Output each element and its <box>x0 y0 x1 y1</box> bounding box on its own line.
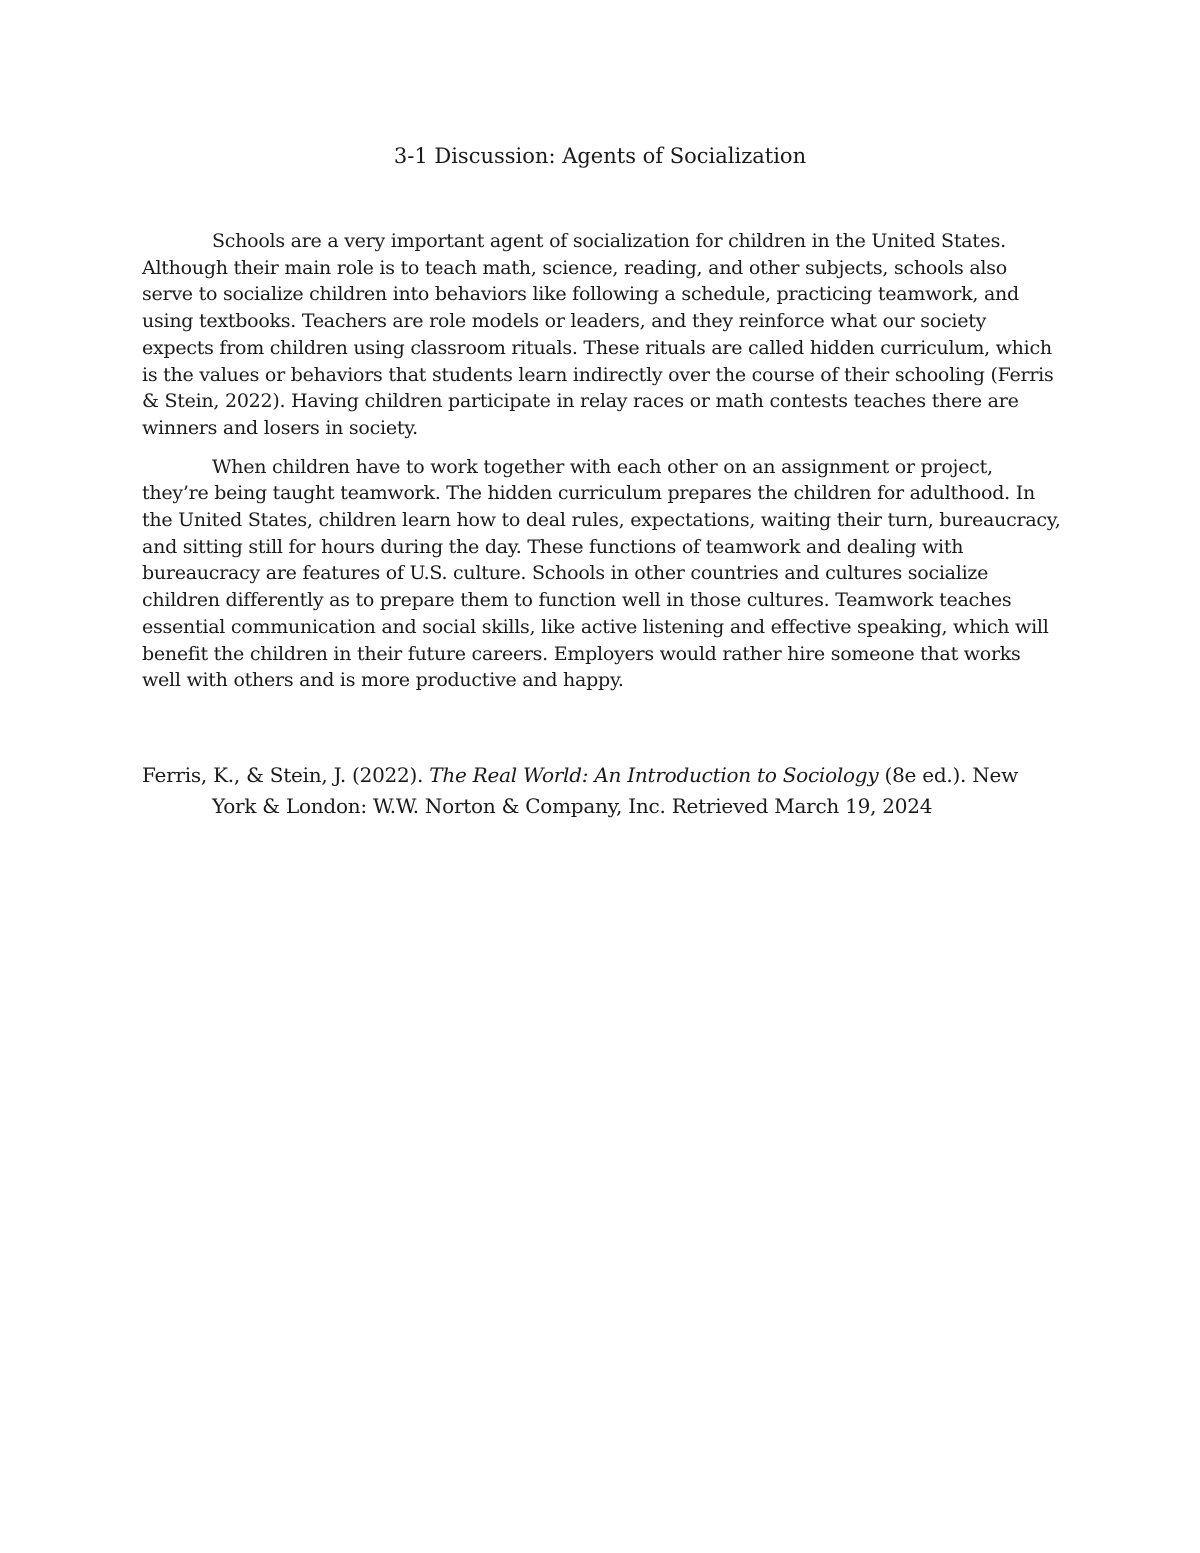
body-paragraph-2: When children have to work together with each other on an assignment or project, they’re being taught teamwork. The hidden curriculum prepares the children for adulthood. In the United States, children learn how to deal rules, expectations, waiting their turn, bureaucracy, and sitting still for hours during the day. These functions of teamwork and dealing with bureaucracy are features of U.S. culture. Schools in other countries and cultures socialize children differently as to prepare them to function well in those cultures. Teamwork teaches essential communication and social skills, like active listening and effective speaking, which will benefit the children in their future careers. Employers would rather hire someone that works well with others and is more productive and happy. <box>142 455 1061 692</box>
reference-book-title: The Real World: An Introduction to Sociology <box>429 763 879 787</box>
document-title: 3-1 Discussion: Agents of Socialization <box>393 144 807 168</box>
document-body <box>142 228 1062 706</box>
reference-details: (8e ed.). New York & London: W.W. Norton & Company, Inc. Retrieved March 19, 2024 <box>212 763 1018 818</box>
reference-entry <box>142 760 1062 822</box>
reference-authors-year: Ferris, K., & Stein, J. (2022). <box>142 763 430 787</box>
body-paragraph-1: Schools are a very important agent of socialization for children in the United States. Although their main role is to teach math, science, reading, and other subjects, schools also serve to socialize children into behaviors like following a schedule, practicing teamwork, and using textbooks. Teachers are role models or leaders, and they reinforce what our society expects from children using classroom rituals. These rituals are called hidden curriculum, which is the values or behaviors that students learn indirectly over the course of their schooling (Ferris & Stein, 2022). Having children participate in relay races or math contests teaches there are winners and losers in society. <box>142 230 1054 439</box>
